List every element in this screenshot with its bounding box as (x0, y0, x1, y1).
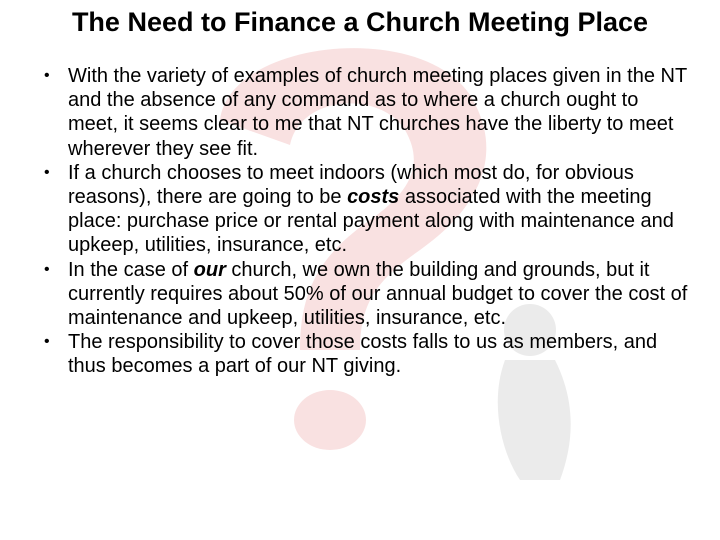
question-mark-dot (294, 390, 366, 450)
bullet-dot: • (44, 260, 50, 278)
bullet-list (38, 64, 688, 379)
bullet-text: church, we own the building and grounds, but it currently requires about 50% of our annual budget to cover the cost of maintenance and upkeep, utilities, insurance, etc. (68, 258, 688, 330)
bullet-item (38, 161, 688, 258)
bullet-dot: • (44, 67, 50, 84)
bullet-text: In the case of (68, 258, 194, 281)
slide-title: The Need to Finance a Church Meeting Place (71, 7, 649, 37)
bullet-item (38, 64, 688, 161)
bullet-text: The responsibility to cover those costs falls to us as members, and thus becomes a part of our NT giving. (68, 331, 658, 378)
bullet-text: With the variety of examples of church meeting places given in the NT and the absence of any command as to where a church ought to meet, it seems clear to me that NT churches have the liberty to meet wherever they see fit. (68, 65, 687, 160)
bullet-dot: • (44, 163, 50, 181)
bullet-item (38, 258, 688, 331)
emphasis-our: our (193, 258, 226, 281)
bullet-text: If a church chooses to meet indoors (which most do, for obvious reasons), there are going to be (68, 161, 634, 209)
bullet-dot: • (44, 333, 50, 351)
emphasis-costs: costs (347, 186, 400, 209)
bullet-item (38, 330, 688, 378)
bullet-text: associated with the meeting place: purchase price or rental payment along with maintenance and upkeep, utilities, insurance, etc. (68, 186, 674, 257)
